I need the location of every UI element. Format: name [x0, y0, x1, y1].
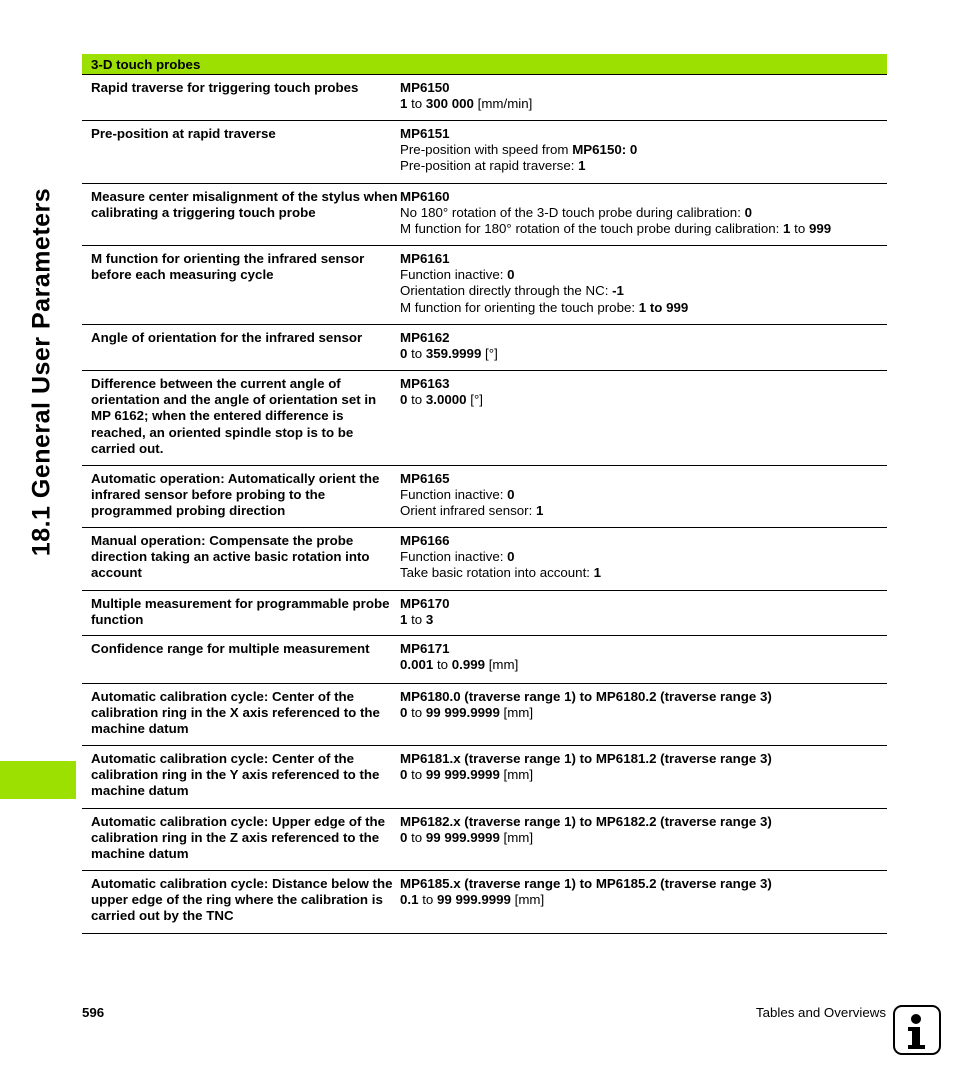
value-text: [°]	[481, 346, 498, 362]
parameter-value	[400, 596, 887, 635]
parameter-value	[400, 689, 887, 745]
chapter-tab-marker	[0, 761, 76, 799]
parameter-value	[400, 251, 887, 324]
value-line	[400, 830, 887, 846]
table-header: 3-D touch probes	[82, 54, 887, 75]
value-text: [mm]	[499, 767, 534, 783]
value-bold: 359.9999	[425, 346, 482, 362]
value-bold: 0.1	[400, 892, 419, 908]
machine-parameter-id: MP6166	[400, 533, 450, 548]
value-line	[400, 267, 887, 283]
value-line	[400, 96, 887, 112]
parameter-label: Automatic calibration cycle: Distance below the upper edge of the ring where the calibration is carried out by the TNC	[91, 876, 393, 924]
machine-parameter-id: MP6163	[400, 376, 450, 391]
machine-parameter-id: MP6161	[400, 251, 450, 266]
value-bold: 0.999	[451, 657, 486, 673]
value-bold: 0	[507, 267, 515, 283]
parameter-label: Difference between the current angle of orientation and the angle of orientation set in MP 6162; when the entered difference is reached, an oriented spindle stop is to be carried out.	[91, 376, 377, 456]
parameter-label: Automatic calibration cycle: Center of the calibration ring in the Y axis referenced to the machine datum	[91, 751, 380, 799]
value-line	[400, 300, 887, 316]
parameter-value	[400, 126, 887, 183]
value-bold: 3	[425, 612, 434, 628]
table-row	[82, 636, 887, 684]
value-bold: 0	[400, 705, 408, 721]
parameter-value	[400, 876, 887, 933]
value-text: to	[407, 612, 426, 628]
parameter-label: M function for orienting the infrared sensor before each measuring cycle	[91, 251, 365, 283]
value-text: M function for orienting the touch probe:	[400, 299, 639, 315]
value-text: to	[407, 392, 426, 408]
info-icon-glyph	[895, 1007, 939, 1053]
table-row	[82, 466, 887, 528]
value-text: Function inactive:	[400, 487, 508, 503]
value-bold: 1	[593, 565, 602, 581]
parameter-value	[400, 80, 887, 120]
table-row	[82, 371, 887, 466]
value-bold: 3.0000	[425, 392, 467, 408]
parameter-label: Angle of orientation for the infrared sensor	[91, 330, 363, 345]
parameter-label: Automatic calibration cycle: Center of the calibration ring in the X axis referenced to the machine datum	[91, 689, 380, 737]
parameter-value	[400, 330, 887, 370]
parameter-label: Multiple measurement for programmable probe function	[91, 596, 390, 628]
value-text: to	[407, 830, 426, 846]
machine-parameter-id: MP6150	[400, 80, 450, 95]
value-line	[400, 392, 887, 408]
table-row	[82, 591, 887, 636]
page-number: 596	[82, 1005, 105, 1020]
value-text: to	[407, 767, 426, 783]
value-text: M function for 180° rotation of the touch probe during calibration:	[400, 221, 784, 237]
info-icon[interactable]	[893, 1005, 941, 1055]
table-row	[82, 746, 887, 809]
value-bold: 999	[808, 221, 832, 237]
value-bold: -1	[612, 283, 624, 299]
value-bold: 99 999.9999	[436, 892, 511, 908]
value-line	[400, 346, 887, 362]
value-bold: 0	[400, 346, 408, 362]
value-text: to	[407, 346, 426, 362]
parameter-label: Pre-position at rapid traverse	[91, 126, 276, 141]
machine-parameter-id: MP6170	[400, 596, 450, 611]
value-bold: 1	[400, 612, 408, 628]
parameter-value	[400, 533, 887, 590]
value-text: No 180° rotation of the 3-D touch probe during calibration:	[400, 205, 745, 221]
value-line	[400, 158, 887, 174]
parameter-table	[82, 54, 887, 934]
value-bold: 99 999.9999	[425, 705, 500, 721]
value-bold: 1 to 999	[638, 299, 689, 315]
value-text: [mm/min]	[473, 96, 533, 112]
value-line	[400, 892, 887, 908]
value-line	[400, 487, 887, 503]
value-text: Function inactive:	[400, 267, 508, 283]
parameter-value	[400, 471, 887, 527]
value-bold: MP6150: 0	[572, 142, 638, 158]
chapter-side-title	[20, 52, 64, 692]
value-bold: 99 999.9999	[425, 830, 500, 846]
parameter-label: Measure center misalignment of the stylus when calibrating a triggering touch probe	[91, 189, 398, 221]
table-row	[82, 184, 887, 246]
section-name: Tables and Overviews	[755, 1005, 886, 1020]
machine-parameter-id: MP6185.x (traverse range 1) to MP6185.2 (traverse range 3)	[400, 876, 772, 891]
value-text: to	[418, 892, 437, 908]
table-body	[82, 75, 887, 934]
machine-parameter-id: MP6182.x (traverse range 1) to MP6182.2 (traverse range 3)	[400, 814, 772, 829]
value-text: [°]	[466, 392, 483, 408]
value-text: Pre-position with speed from	[400, 142, 573, 158]
parameter-value	[400, 376, 887, 465]
value-bold: 300 000	[425, 96, 474, 112]
value-line	[400, 221, 887, 237]
table-row	[82, 246, 887, 325]
parameter-value	[400, 641, 887, 683]
parameter-label: Manual operation: Compensate the probe direction taking an active basic rotation into account	[91, 533, 370, 581]
parameter-label: Rapid traverse for triggering touch probes	[91, 80, 359, 95]
machine-parameter-id: MP6165	[400, 471, 450, 486]
machine-parameter-id: MP6160	[400, 189, 450, 204]
value-text: Take basic rotation into account:	[400, 565, 594, 581]
value-line	[400, 283, 887, 299]
value-bold: 99 999.9999	[425, 767, 500, 783]
table-row	[82, 75, 887, 121]
value-bold: 0	[744, 205, 753, 221]
value-line	[400, 657, 887, 673]
value-bold: 0.001	[400, 657, 434, 673]
value-bold: 0	[400, 830, 408, 846]
value-text: to	[407, 705, 426, 721]
table-row	[82, 809, 887, 871]
parameter-value	[400, 189, 887, 245]
value-bold: 0	[400, 767, 408, 783]
value-line	[400, 705, 887, 721]
table-row	[82, 528, 887, 591]
table-row	[82, 121, 887, 184]
chapter-side-title-text: 18.1 General User Parameters	[27, 187, 56, 557]
parameter-label: Automatic operation: Automatically orient the infrared sensor before probing to the programmed probing direction	[91, 471, 380, 519]
value-bold: 1	[535, 503, 544, 519]
table-row	[82, 684, 887, 746]
value-text: to	[790, 221, 809, 237]
value-bold: 0	[400, 392, 408, 408]
parameter-label: Automatic calibration cycle: Upper edge of the calibration ring in the Z axis referenced to the machine datum	[91, 814, 386, 862]
value-bold: 0	[507, 487, 515, 503]
value-text: [mm]	[499, 830, 534, 846]
value-line	[400, 142, 887, 158]
value-bold: 0	[507, 549, 515, 565]
value-text: Orient infrared sensor:	[400, 503, 536, 519]
value-bold: 1	[400, 96, 408, 112]
value-text: to	[433, 657, 452, 673]
machine-parameter-id: MP6181.x (traverse range 1) to MP6181.2 (traverse range 3)	[400, 751, 772, 766]
value-text: [mm]	[499, 705, 534, 721]
parameter-value	[400, 814, 887, 870]
value-line	[400, 503, 887, 519]
parameter-value	[400, 751, 887, 808]
value-bold: 1	[783, 221, 791, 237]
value-line	[400, 565, 887, 581]
value-bold: 1	[578, 158, 586, 174]
machine-parameter-id: MP6162	[400, 330, 450, 345]
value-line	[400, 612, 887, 628]
table-row	[82, 325, 887, 371]
value-text: Orientation directly through the NC:	[400, 283, 613, 299]
value-line	[400, 549, 887, 565]
machine-parameter-id: MP6151	[400, 126, 450, 141]
value-text: to	[407, 96, 426, 112]
value-text: [mm]	[510, 892, 545, 908]
value-text: Pre-position at rapid traverse:	[400, 158, 579, 174]
value-text: [mm]	[485, 657, 519, 673]
value-line	[400, 205, 887, 221]
machine-parameter-id: MP6180.0 (traverse range 1) to MP6180.2 (traverse range 3)	[400, 689, 772, 704]
machine-parameter-id: MP6171	[400, 641, 450, 656]
parameter-label: Confidence range for multiple measurement	[91, 641, 370, 656]
value-line	[400, 767, 887, 783]
value-text: Function inactive:	[400, 549, 508, 565]
table-row	[82, 871, 887, 934]
